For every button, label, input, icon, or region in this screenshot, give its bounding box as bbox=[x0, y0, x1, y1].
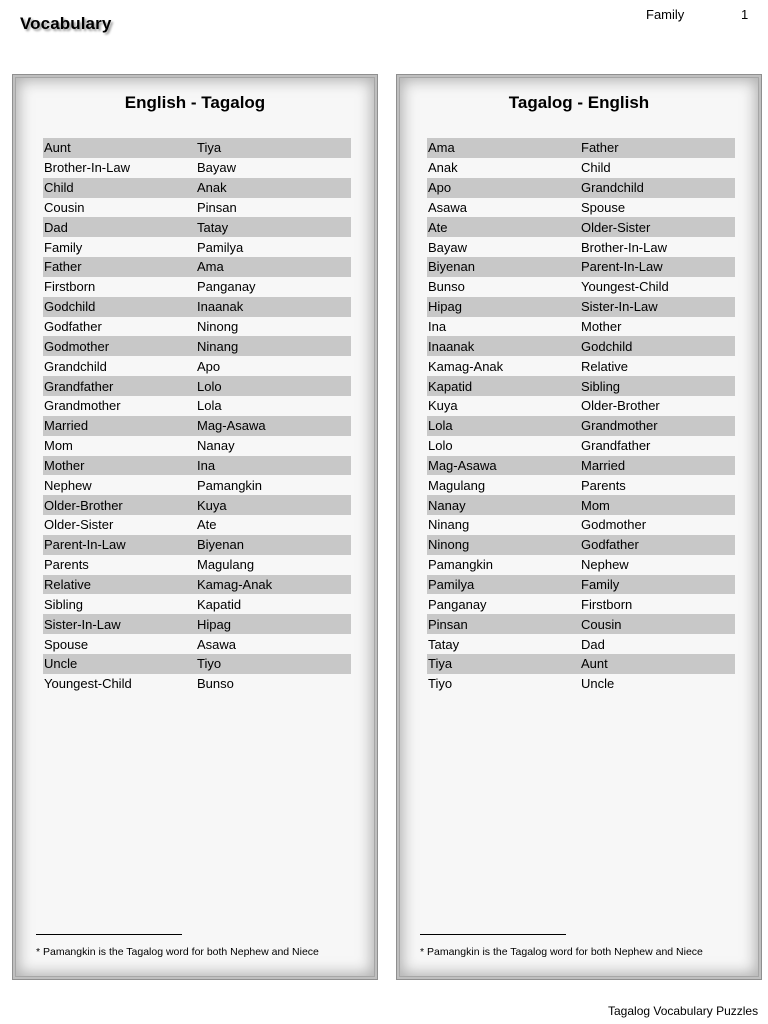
term-cell: Asawa bbox=[428, 199, 468, 215]
term-cell: Firstborn bbox=[44, 279, 96, 295]
header-page-number: 1 bbox=[741, 7, 749, 22]
vocab-row bbox=[43, 158, 351, 178]
term-cell: Tiyo bbox=[428, 676, 453, 692]
term-cell: Parents bbox=[44, 557, 89, 573]
translation-cell: Kapatid bbox=[197, 596, 242, 612]
term-cell: Married bbox=[44, 418, 89, 434]
vocab-row bbox=[427, 555, 735, 575]
translation-cell: Lolo bbox=[197, 378, 222, 394]
translation-cell: Older-Brother bbox=[581, 398, 660, 414]
translation-cell: Pamilya bbox=[197, 239, 244, 255]
term-cell: Godmother bbox=[44, 338, 110, 354]
term-cell: Parent-In-Law bbox=[44, 537, 126, 553]
vocab-row bbox=[427, 575, 735, 595]
translation-cell: Older-Sister bbox=[581, 219, 651, 235]
term-cell: Kapatid bbox=[428, 378, 473, 394]
term-cell: Youngest-Child bbox=[44, 676, 132, 692]
term-cell: Lolo bbox=[428, 438, 453, 454]
vocab-row bbox=[43, 138, 351, 158]
translation-cell: Mag-Asawa bbox=[197, 418, 266, 434]
translation-cell: Mom bbox=[581, 497, 610, 513]
panel-inner bbox=[399, 77, 759, 977]
translation-cell: Godchild bbox=[581, 338, 633, 354]
term-cell: Mom bbox=[44, 438, 73, 454]
footnote: * Pamangkin is the Tagalog word for both Nephew and Niece bbox=[420, 946, 703, 958]
vocab-row bbox=[427, 614, 735, 634]
translation-cell: Hipag bbox=[197, 616, 231, 632]
translation-cell: Brother-In-Law bbox=[581, 239, 667, 255]
translation-cell: Youngest-Child bbox=[581, 279, 669, 295]
translation-cell: Pinsan bbox=[197, 199, 237, 215]
translation-cell: Grandfather bbox=[581, 438, 651, 454]
translation-cell: Ina bbox=[197, 457, 216, 473]
term-cell: Ninong bbox=[428, 537, 470, 553]
term-cell: Ate bbox=[428, 219, 448, 235]
translation-cell: Tatay bbox=[197, 219, 229, 235]
vocab-row bbox=[427, 336, 735, 356]
translation-cell: Lola bbox=[197, 398, 222, 414]
term-cell: Grandfather bbox=[44, 378, 114, 394]
translation-cell: Aunt bbox=[581, 656, 608, 672]
term-cell: Brother-In-Law bbox=[44, 160, 130, 176]
translation-cell: Spouse bbox=[581, 199, 626, 215]
vocab-row bbox=[427, 198, 735, 218]
term-cell: Apo bbox=[428, 180, 452, 196]
translation-cell: Kamag-Anak bbox=[197, 576, 273, 592]
vocab-row bbox=[43, 475, 351, 495]
term-cell: Older-Sister bbox=[44, 517, 114, 533]
vocab-row bbox=[43, 277, 351, 297]
vocab-row bbox=[427, 138, 735, 158]
vocab-row bbox=[43, 336, 351, 356]
vocab-table bbox=[43, 138, 351, 694]
term-cell: Bayaw bbox=[428, 239, 468, 255]
term-cell: Kuya bbox=[428, 398, 458, 414]
translation-cell: Tiya bbox=[197, 140, 222, 156]
vocab-row bbox=[43, 237, 351, 257]
vocab-row bbox=[43, 594, 351, 614]
vocab-row bbox=[427, 475, 735, 495]
term-cell: Sibling bbox=[44, 596, 84, 612]
translation-cell: Asawa bbox=[197, 636, 237, 652]
vocab-row bbox=[427, 654, 735, 674]
vocab-row bbox=[427, 456, 735, 476]
vocab-row bbox=[427, 396, 735, 416]
vocab-table bbox=[427, 138, 735, 694]
vocab-row bbox=[427, 495, 735, 515]
page-title: Vocabulary bbox=[20, 14, 112, 33]
translation-cell: Mother bbox=[581, 319, 622, 335]
term-cell: Nanay bbox=[428, 497, 466, 513]
translation-cell: Panganay bbox=[197, 279, 256, 295]
translation-cell: Ama bbox=[197, 259, 224, 275]
vocab-row bbox=[427, 158, 735, 178]
translation-cell: Ate bbox=[197, 517, 217, 533]
tagalog-english-panel bbox=[396, 74, 762, 980]
term-cell: Biyenan bbox=[428, 259, 475, 275]
translation-cell: Parents bbox=[581, 477, 626, 493]
translation-cell: Pamangkin bbox=[197, 477, 263, 493]
translation-cell: Uncle bbox=[581, 676, 615, 692]
translation-cell: Kuya bbox=[197, 497, 227, 513]
term-cell: Godfather bbox=[44, 319, 102, 335]
vocab-row bbox=[43, 575, 351, 595]
vocab-row bbox=[427, 277, 735, 297]
vocab-row bbox=[43, 674, 351, 694]
translation-cell: Grandchild bbox=[581, 180, 644, 196]
translation-cell: Bunso bbox=[197, 676, 234, 692]
translation-cell: Child bbox=[581, 160, 611, 176]
vocab-row bbox=[43, 396, 351, 416]
vocab-row bbox=[43, 555, 351, 575]
term-cell: Aunt bbox=[44, 140, 71, 156]
term-cell: Magulang bbox=[428, 477, 486, 493]
term-cell: Nephew bbox=[44, 477, 92, 493]
translation-cell: Ninang bbox=[197, 338, 239, 354]
translation-cell: Family bbox=[581, 576, 620, 592]
translation-cell: Bayaw bbox=[197, 160, 237, 176]
vocab-row bbox=[427, 257, 735, 277]
translation-cell: Tiyo bbox=[197, 656, 222, 672]
vocab-row bbox=[427, 376, 735, 396]
footnote: * Pamangkin is the Tagalog word for both Nephew and Niece bbox=[36, 946, 319, 958]
term-cell: Ama bbox=[428, 140, 455, 156]
vocab-row bbox=[427, 515, 735, 535]
translation-cell: Dad bbox=[581, 636, 605, 652]
term-cell: Child bbox=[44, 180, 74, 196]
translation-cell: Magulang bbox=[197, 557, 255, 573]
vocab-row bbox=[43, 515, 351, 535]
term-cell: Sister-In-Law bbox=[44, 616, 121, 632]
term-cell: Tiya bbox=[428, 656, 453, 672]
term-cell: Ina bbox=[428, 319, 447, 335]
vocab-row bbox=[427, 217, 735, 237]
translation-cell: Sibling bbox=[581, 378, 621, 394]
vocab-row bbox=[427, 594, 735, 614]
vocab-row bbox=[43, 535, 351, 555]
term-cell: Cousin bbox=[44, 199, 85, 215]
vocab-row bbox=[43, 297, 351, 317]
term-cell: Pinsan bbox=[428, 616, 468, 632]
panel-title: English - Tagalog bbox=[124, 93, 266, 112]
panel-inner bbox=[15, 77, 375, 977]
term-cell: Older-Brother bbox=[44, 497, 123, 513]
translation-cell: Cousin bbox=[581, 616, 622, 632]
translation-cell: Apo bbox=[197, 358, 221, 374]
panel-title: Tagalog - English bbox=[508, 93, 650, 112]
vocab-row bbox=[43, 356, 351, 376]
translation-cell: Married bbox=[581, 457, 626, 473]
vocab-row bbox=[427, 416, 735, 436]
translation-cell: Firstborn bbox=[581, 596, 633, 612]
term-cell: Pamangkin bbox=[428, 557, 494, 573]
term-cell: Tatay bbox=[428, 636, 460, 652]
translation-cell: Relative bbox=[581, 358, 628, 374]
term-cell: Kamag-Anak bbox=[428, 358, 504, 374]
vocab-row bbox=[43, 217, 351, 237]
translation-cell: Ninong bbox=[197, 319, 239, 335]
vocab-row bbox=[43, 257, 351, 277]
vocab-row bbox=[427, 356, 735, 376]
footnote-divider bbox=[36, 934, 182, 935]
translation-cell: Biyenan bbox=[197, 537, 244, 553]
vocab-row bbox=[43, 614, 351, 634]
vocab-row bbox=[43, 416, 351, 436]
term-cell: Anak bbox=[428, 160, 458, 176]
translation-cell: Nephew bbox=[581, 557, 629, 573]
term-cell: Grandchild bbox=[44, 358, 107, 374]
page-footer: Tagalog Vocabulary Puzzles bbox=[608, 1004, 759, 1018]
vocab-row bbox=[43, 317, 351, 337]
term-cell: Relative bbox=[44, 576, 91, 592]
term-cell: Mother bbox=[44, 457, 85, 473]
header-category: Family bbox=[646, 7, 685, 22]
vocab-row bbox=[427, 237, 735, 257]
vocab-row bbox=[43, 198, 351, 218]
vocab-row bbox=[43, 495, 351, 515]
vocab-row bbox=[43, 456, 351, 476]
translation-cell: Grandmother bbox=[581, 418, 658, 434]
term-cell: Family bbox=[44, 239, 83, 255]
term-cell: Father bbox=[44, 259, 82, 275]
vocab-row bbox=[427, 674, 735, 694]
english-tagalog-panel bbox=[12, 74, 378, 980]
vocab-row bbox=[427, 297, 735, 317]
term-cell: Lola bbox=[428, 418, 453, 434]
vocab-row bbox=[427, 634, 735, 654]
footnote-divider bbox=[420, 934, 566, 935]
term-cell: Uncle bbox=[44, 656, 78, 672]
term-cell: Pamilya bbox=[428, 576, 475, 592]
term-cell: Inaanak bbox=[428, 338, 475, 354]
vocab-row bbox=[427, 178, 735, 198]
translation-cell: Godfather bbox=[581, 537, 639, 553]
vocab-row bbox=[427, 436, 735, 456]
vocab-row bbox=[43, 376, 351, 396]
vocab-row bbox=[43, 436, 351, 456]
term-cell: Grandmother bbox=[44, 398, 121, 414]
term-cell: Panganay bbox=[428, 596, 487, 612]
term-cell: Ninang bbox=[428, 517, 470, 533]
term-cell: Godchild bbox=[44, 299, 96, 315]
vocab-row bbox=[427, 317, 735, 337]
term-cell: Mag-Asawa bbox=[428, 457, 497, 473]
translation-cell: Nanay bbox=[197, 438, 235, 454]
vocab-row bbox=[43, 654, 351, 674]
translation-cell: Anak bbox=[197, 180, 227, 196]
translation-cell: Sister-In-Law bbox=[581, 299, 658, 315]
term-cell: Hipag bbox=[428, 299, 462, 315]
term-cell: Spouse bbox=[44, 636, 89, 652]
term-cell: Dad bbox=[44, 219, 68, 235]
translation-cell: Godmother bbox=[581, 517, 647, 533]
translation-cell: Inaanak bbox=[197, 299, 244, 315]
translation-cell: Father bbox=[581, 140, 619, 156]
term-cell: Bunso bbox=[428, 279, 465, 295]
vocab-row bbox=[43, 178, 351, 198]
vocab-row bbox=[427, 535, 735, 555]
vocab-row bbox=[43, 634, 351, 654]
translation-cell: Parent-In-Law bbox=[581, 259, 663, 275]
